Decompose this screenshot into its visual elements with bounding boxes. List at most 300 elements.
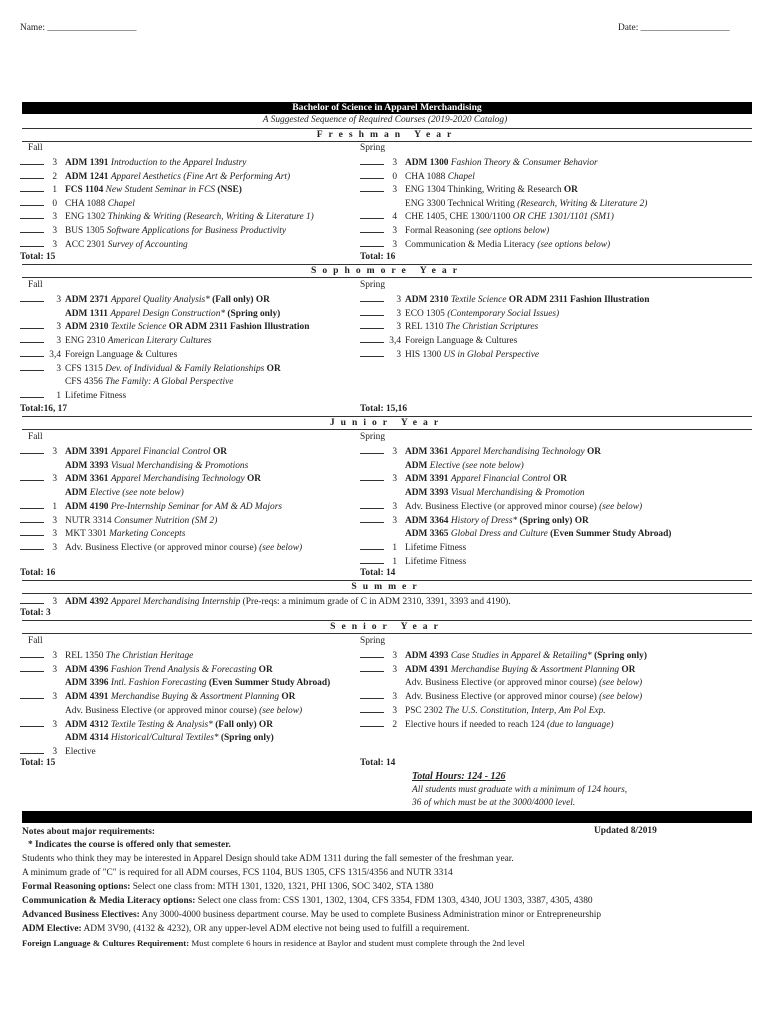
- credit-hours: 3,4: [49, 349, 61, 360]
- credit-hours: 3: [52, 239, 57, 250]
- course-code: ACC 2301: [65, 239, 106, 250]
- credit-blank[interactable]: [20, 210, 44, 219]
- credit-blank[interactable]: [360, 718, 384, 727]
- course-row: [360, 238, 610, 250]
- course-code: ENG 1304 Thinking, Writing & Research: [405, 185, 562, 196]
- credit-hours: 3: [392, 651, 397, 661]
- course-title: History of Dress*: [450, 515, 518, 526]
- course-row: [360, 183, 578, 195]
- program-subtitle: A Suggested Sequence of Required Courses (2019-2020 Catalog): [262, 115, 508, 125]
- name-field[interactable]: Name: ___________________: [20, 23, 137, 33]
- course-row: [360, 514, 589, 526]
- course-row: [360, 293, 649, 305]
- credit-blank[interactable]: [360, 690, 384, 699]
- course-row: [360, 334, 517, 346]
- course-code: ADM 3393: [405, 488, 449, 499]
- freshman-year-header: Freshman Year: [22, 128, 752, 142]
- course-title: Chapel: [107, 198, 135, 209]
- course-row: [20, 293, 270, 305]
- comm-media-note: Communication & Media Literacy options: Select one class from: CSS 1301, 1302, 1304, CFS 3354, FDM 1303, 4340, JOU 1303, 3387, 4305, 4380: [22, 896, 593, 906]
- credit-blank[interactable]: [360, 307, 384, 316]
- course-code: ECO 1305: [405, 308, 445, 319]
- credit-blank[interactable]: [360, 170, 384, 179]
- course-code: ADM 2310: [405, 295, 449, 305]
- course-row: [20, 320, 309, 332]
- credit-blank[interactable]: [360, 500, 384, 509]
- credit-blank[interactable]: [20, 649, 44, 658]
- course-code: CHA 1088: [65, 198, 106, 209]
- course-title: Fashion Trend Analysis & Forecasting: [110, 664, 257, 675]
- credit-blank[interactable]: [360, 183, 384, 192]
- course-row: [20, 238, 188, 250]
- credit-blank[interactable]: [360, 445, 384, 454]
- course-code: ADM 4312: [65, 719, 109, 730]
- course-title: New Student Seminar in FCS: [105, 185, 216, 196]
- course-code: ADM 1241: [65, 171, 109, 182]
- course-note: (Spring only): [594, 651, 647, 661]
- course-code: ADM 4314: [65, 733, 109, 744]
- credit-blank[interactable]: [360, 348, 384, 357]
- course-code: ADM 4396: [65, 664, 109, 675]
- credit-hours: 3: [392, 515, 397, 526]
- course-title: OR CHE 1301/1101 (SM1): [512, 212, 614, 223]
- course-title: The Christian Heritage: [105, 651, 194, 661]
- credit-hours: 3: [392, 158, 397, 168]
- course-row: [360, 320, 538, 332]
- course-title: The Christian Scriptures: [445, 322, 539, 333]
- course-code: ADM 3365: [405, 529, 449, 540]
- credit-blank[interactable]: [360, 224, 384, 233]
- credit-hours: 3: [52, 692, 57, 703]
- course-note: OR: [587, 447, 602, 457]
- credit-hours: 3: [52, 447, 57, 457]
- course-title: Elective (see note below): [429, 460, 524, 471]
- course-code: ADM 3391: [405, 474, 449, 485]
- course-code: ADM: [65, 488, 88, 499]
- course-code: Adv. Business Elective (or approved minor course): [65, 705, 257, 716]
- notes-line-1: Students who think they may be interested in Apparel Design should take ADM 1311 during the fall semester of the freshman year.: [22, 854, 514, 864]
- course-row: [20, 514, 217, 526]
- credit-hours: 3,4: [389, 336, 401, 347]
- sophomore-spring-label: Spring: [360, 280, 386, 290]
- course-code: Lifetime Fitness: [405, 542, 467, 553]
- course-code: REL 1310: [405, 322, 444, 333]
- course-title: Apparel Merchandising Technology: [450, 447, 585, 457]
- course-note: OR ADM 2311 Fashion Illustration: [508, 295, 650, 305]
- course-row: [360, 486, 585, 498]
- course-title: Merchandise Buying & Assortment Planning: [450, 664, 620, 675]
- course-code: Adv. Business Elective (or approved minor course): [405, 692, 597, 703]
- course-code: FCS 1104: [65, 185, 104, 196]
- course-title: The U.S. Constitution, Interp, Am Pol Exp.: [445, 705, 606, 716]
- course-title: Consumer Nutrition (SM 2): [113, 515, 218, 526]
- course-row: [360, 649, 647, 661]
- course-code: ADM 3361: [405, 447, 449, 457]
- course-code: CHA 1088: [405, 171, 446, 182]
- course-title: Textile Science: [450, 295, 507, 305]
- credit-blank[interactable]: [360, 704, 384, 713]
- course-row: [20, 210, 314, 222]
- credit-hours: 3: [52, 651, 57, 661]
- course-row: [20, 541, 302, 553]
- course-row: [360, 676, 642, 688]
- course-title: Global Dress and Culture: [450, 529, 548, 540]
- course-title: (see below): [599, 692, 643, 703]
- course-code: MKT 3301: [65, 529, 107, 540]
- course-title: (see options below): [537, 239, 611, 250]
- senior-spring-label: Spring: [360, 636, 386, 646]
- total-hours-note-1: All students must graduate with a minimum of 124 hours,: [412, 785, 628, 795]
- credit-hours: 3: [56, 295, 61, 305]
- course-row: [360, 541, 466, 553]
- course-code: ADM 3393: [65, 460, 109, 471]
- course-title: Intl. Fashion Forecasting: [110, 678, 207, 689]
- course-row: [360, 704, 606, 716]
- course-row: [360, 472, 567, 484]
- credit-blank[interactable]: [360, 156, 384, 165]
- course-row: [360, 459, 524, 471]
- course-code: Foreign Language & Cultures: [65, 349, 178, 360]
- course-title: Apparel Financial Control: [450, 474, 551, 485]
- course-code: REL 1350: [65, 651, 104, 661]
- credit-blank[interactable]: [20, 472, 44, 481]
- credit-hours: 3: [52, 226, 57, 236]
- course-title: US in Global Perspective: [443, 349, 540, 360]
- course-code: HIS 1300: [405, 349, 442, 360]
- course-title: Dev. of Individual & Family Relationships: [105, 363, 265, 374]
- course-note: (Spring only): [227, 308, 281, 319]
- course-code: Adv. Business Elective (or approved minor course): [65, 542, 257, 553]
- course-title: Merchandise Buying & Assortment Planning: [110, 692, 280, 703]
- course-row: [20, 389, 126, 401]
- credit-hours: 0: [52, 198, 57, 209]
- credit-hours: 3: [52, 542, 57, 553]
- course-title: Apparel Merchandising Technology: [110, 474, 245, 485]
- credit-blank[interactable]: [20, 690, 44, 699]
- course-note: (Fall only) OR: [215, 719, 273, 730]
- credit-hours: 3: [52, 474, 57, 485]
- credit-hours: 3: [392, 239, 397, 250]
- summer-total: Total: 3: [20, 608, 51, 618]
- credit-blank[interactable]: [360, 649, 384, 658]
- credit-blank[interactable]: [360, 541, 384, 550]
- course-row: [360, 224, 549, 236]
- course-row: [20, 500, 282, 512]
- course-row: [20, 224, 286, 236]
- course-title: Apparel Quality Analysis*: [110, 295, 210, 305]
- credit-blank[interactable]: [20, 362, 44, 371]
- course-row: [360, 527, 671, 539]
- course-row: [20, 718, 273, 730]
- credit-hours: 1: [52, 501, 57, 512]
- course-row: [20, 307, 280, 319]
- credit-hours: 3: [52, 746, 57, 757]
- credit-hours: 3: [396, 322, 401, 333]
- credit-hours: 3: [52, 719, 57, 730]
- credit-hours: 3: [52, 529, 57, 540]
- course-title: Chapel: [447, 171, 475, 182]
- course-note: OR ADM 2311 Fashion Illustration: [168, 322, 310, 333]
- course-row: [20, 704, 302, 716]
- course-title: Thinking & Writing (Research, Writing & Literature 1): [107, 212, 314, 223]
- course-row: [20, 649, 193, 661]
- credit-blank[interactable]: [360, 320, 384, 329]
- credit-blank[interactable]: [20, 197, 44, 206]
- course-code: Foreign Language & Cultures: [405, 336, 518, 347]
- credit-blank[interactable]: [20, 500, 44, 509]
- senior-fall-total: Total: 15: [20, 758, 56, 768]
- course-title: (see below): [259, 705, 303, 716]
- course-row: [20, 472, 261, 484]
- course-note: OR: [213, 447, 228, 457]
- course-note: OR: [281, 692, 296, 703]
- credit-hours: 2: [392, 719, 397, 730]
- course-row: [360, 170, 475, 182]
- course-title: Apparel Design Construction*: [110, 308, 226, 319]
- course-title: (see options below): [476, 226, 550, 236]
- notes-star: * Indicates the course is offered only that semester.: [28, 840, 231, 850]
- course-note: OR: [247, 474, 262, 485]
- course-row: [20, 334, 212, 346]
- course-note: OR: [621, 664, 636, 675]
- credit-blank[interactable]: [20, 445, 44, 454]
- course-note: (Even Summer Study Abroad): [550, 529, 672, 540]
- course-row: [20, 459, 248, 471]
- course-title: Textile Testing & Analysis*: [110, 719, 213, 730]
- freshman-spring-label: Spring: [360, 143, 386, 153]
- course-title: Survey of Accounting: [107, 239, 188, 250]
- course-row: [20, 362, 281, 374]
- course-code: ADM 3391: [65, 447, 109, 457]
- course-title: Textile Science: [110, 322, 167, 333]
- credit-blank[interactable]: [20, 293, 44, 302]
- credit-blank[interactable]: [20, 334, 44, 343]
- credit-hours: 0: [392, 171, 397, 182]
- program-title: Bachelor of Science in Apparel Merchandising: [22, 102, 752, 114]
- adm-elective-note: ADM Elective: ADM 3V90, (4132 & 4232), OR any upper-level ADM elective not being used to fulfill a requirement.: [22, 924, 470, 934]
- course-row: [20, 348, 177, 360]
- course-note: (Fall only) OR: [212, 295, 270, 305]
- credit-hours: 3: [392, 447, 397, 457]
- course-title: Pre-Internship Seminar for AM & AD Majors: [110, 501, 282, 512]
- sophomore-spring-total: Total: 15,16: [360, 404, 408, 414]
- credit-blank[interactable]: [360, 514, 384, 523]
- course-row: [360, 348, 539, 360]
- credit-blank[interactable]: [20, 156, 44, 165]
- credit-blank[interactable]: [360, 472, 384, 481]
- credit-blank[interactable]: [20, 183, 44, 192]
- course-code: CFS 1315: [65, 363, 103, 374]
- course-code: ADM 2310: [65, 322, 109, 333]
- credit-blank[interactable]: [20, 745, 44, 754]
- course-code: ADM 1300: [405, 158, 449, 168]
- course-code: BUS 1305: [65, 226, 105, 236]
- course-code: Lifetime Fitness: [65, 390, 127, 401]
- course-title: Fashion Theory & Consumer Behavior: [450, 158, 598, 168]
- credit-hours: 3: [52, 515, 57, 526]
- course-row: [360, 555, 466, 567]
- course-code: ADM 2371: [65, 295, 109, 305]
- credit-blank[interactable]: [360, 293, 384, 302]
- course-note: (Spring only): [220, 733, 274, 744]
- foreign-language-note: Foreign Language & Cultures Requirement: Must complete 6 hours in residence at Baylor and student must complete through the 2nd level: [22, 938, 525, 948]
- notes-line-2: A minimum grade of "C" is required for all ADM courses, FCS 1104, BUS 1305, CFS 1315/4356 and NUTR 3314: [22, 868, 453, 878]
- course-row: [20, 486, 184, 498]
- course-code: ADM 1391: [65, 158, 109, 168]
- credit-hours: 3: [392, 226, 397, 236]
- course-code: ENG 1302: [65, 212, 106, 223]
- credit-hours: 3: [56, 336, 61, 347]
- course-code: ADM: [405, 460, 428, 471]
- course-row: [360, 197, 647, 209]
- divider-bar: [22, 811, 752, 823]
- sophomore-fall-total: Total:16, 17: [20, 404, 68, 414]
- freshman-fall-total: Total: 15: [20, 252, 56, 262]
- junior-spring-total: Total: 14: [360, 568, 396, 578]
- course-row: [360, 500, 642, 512]
- course-title: American Literary Cultures: [107, 336, 212, 347]
- course-code: Adv. Business Elective (or approved minor course): [405, 678, 597, 689]
- course-code: Communication & Media Literacy: [405, 239, 535, 250]
- course-row: [20, 170, 290, 182]
- credit-blank[interactable]: [20, 170, 44, 179]
- course-title: (see below): [599, 501, 643, 512]
- junior-year-header: Junior Year: [22, 416, 752, 430]
- course-title: OR: [563, 185, 578, 196]
- course-row: [360, 210, 614, 222]
- junior-fall-total: Total: 16: [20, 568, 56, 578]
- course-code: Elective hours if needed to reach 124: [405, 719, 545, 730]
- credit-hours: 3: [56, 322, 61, 333]
- course-row: [360, 307, 559, 319]
- credit-hours: 2: [52, 171, 57, 182]
- course-title: Apparel Aesthetics (Fine Art & Performing Art): [110, 171, 291, 182]
- course-title: (due to language): [546, 719, 614, 730]
- credit-hours: 1: [392, 556, 397, 567]
- course-row: [360, 445, 601, 457]
- credit-hours: 3: [392, 474, 397, 485]
- course-code: ADM 4393: [405, 651, 449, 661]
- formal-reasoning-note: Formal Reasoning options: Select one class from: MTH 1301, 1320, 1321, PHI 1306, SOC 3402, STA 1380: [22, 882, 434, 892]
- credit-hours: 3: [396, 349, 401, 360]
- adv-business-note: Advanced Business Electives: Any 3000-4000 business department course. May be used to complete Business Administration minor or Entrepreneurship: [22, 910, 602, 920]
- total-hours-note-2: 36 of which must be at the 3000/4000 level.: [412, 798, 576, 808]
- senior-fall-label: Fall: [28, 636, 43, 646]
- credit-blank[interactable]: [360, 663, 384, 672]
- course-code: Lifetime Fitness: [405, 556, 467, 567]
- course-title: Visual Merchandising & Promotion: [450, 488, 585, 499]
- credit-blank[interactable]: [20, 224, 44, 233]
- course-code: ADM 4391: [405, 664, 449, 675]
- course-code: ADM 3396: [65, 678, 109, 689]
- credit-hours: 3: [392, 705, 397, 716]
- credit-blank[interactable]: [20, 348, 44, 357]
- credit-blank[interactable]: [360, 555, 384, 564]
- course-row: [360, 690, 642, 702]
- course-title: Elective (see note below): [89, 488, 184, 499]
- sophomore-fall-label: Fall: [28, 280, 43, 290]
- junior-spring-label: Spring: [360, 432, 386, 442]
- credit-blank[interactable]: [20, 718, 44, 727]
- credit-hours: 3: [56, 363, 61, 374]
- course-title: The Family: A Global Perspective: [105, 377, 234, 388]
- course-code: Elective: [65, 746, 96, 757]
- course-code: ADM 1311: [65, 308, 108, 319]
- course-row: [20, 731, 274, 743]
- course-title: Visual Merchandising & Promotions: [110, 460, 249, 471]
- credit-blank[interactable]: [20, 320, 44, 329]
- course-code: NUTR 3314: [65, 515, 112, 526]
- credit-blank[interactable]: [20, 663, 44, 672]
- credit-hours: 3: [396, 308, 401, 319]
- course-row: [20, 445, 227, 457]
- credit-hours: 3: [392, 501, 397, 512]
- course-title: (Research, Writing & Literature 2): [517, 198, 648, 209]
- credit-hours: 4: [392, 212, 397, 223]
- course-code: ADM 4190: [65, 501, 109, 512]
- course-code: ADM 4391: [65, 692, 109, 703]
- credit-blank[interactable]: [20, 527, 44, 536]
- summer-course: 3 ADM 4392 Apparel Merchandising Internship (Pre-reqs: a minimum grade of C in ADM 2310, 3391, 3393 and 4190).: [20, 595, 511, 607]
- course-code: CFS 4356: [65, 377, 103, 388]
- course-note: OR: [553, 474, 568, 485]
- course-code: CHE 1405, CHE 1300/1100: [405, 212, 511, 223]
- credit-hours: 3: [392, 664, 397, 675]
- credit-blank[interactable]: [20, 238, 44, 247]
- credit-blank[interactable]: [20, 595, 44, 604]
- course-row: [20, 183, 242, 195]
- course-title: Software Applications for Business Productivity: [106, 226, 287, 236]
- sophomore-year-header: Sophomore Year: [22, 264, 752, 278]
- course-code: ENG 3300 Technical Writing: [405, 198, 515, 209]
- freshman-spring-total: Total: 16: [360, 252, 396, 262]
- course-row: [360, 718, 614, 730]
- course-row: [20, 156, 246, 168]
- credit-hours: 3: [52, 664, 57, 675]
- course-code: Formal Reasoning: [405, 226, 475, 236]
- credit-hours: 1: [392, 542, 397, 553]
- course-row: [20, 745, 96, 757]
- course-note: (Even Summer Study Abroad): [208, 678, 331, 689]
- course-title: Case Studies in Apparel & Retailing*: [450, 651, 592, 661]
- course-title: Introduction to the Apparel Industry: [110, 158, 247, 168]
- credit-hours: 3: [392, 185, 397, 196]
- course-title: Apparel Financial Control: [110, 447, 211, 457]
- course-row: [20, 676, 330, 688]
- credit-hours: 1: [52, 185, 57, 196]
- course-note: (NSE): [217, 185, 242, 196]
- credit-hours: 3: [52, 158, 57, 168]
- course-code: ADM 3361: [65, 474, 109, 485]
- date-field[interactable]: Date: ___________________: [618, 23, 730, 33]
- credit-blank[interactable]: [360, 334, 384, 343]
- course-row: [20, 375, 233, 387]
- course-row: [360, 156, 598, 168]
- credit-blank[interactable]: [360, 210, 384, 219]
- credit-blank[interactable]: [20, 514, 44, 523]
- updated-date: Updated 8/2019: [594, 826, 657, 836]
- course-title: Historical/Cultural Textiles*: [110, 733, 219, 744]
- course-row: [20, 690, 295, 702]
- credit-blank[interactable]: [360, 238, 384, 247]
- notes-heading: Notes about major requirements:: [22, 827, 156, 837]
- credit-blank[interactable]: [20, 389, 44, 398]
- credit-blank[interactable]: [20, 541, 44, 550]
- course-code: Adv. Business Elective (or approved minor course): [405, 501, 597, 512]
- credit-hours: 1: [56, 390, 61, 401]
- course-note: OR: [266, 363, 281, 374]
- course-note: (Spring only) OR: [519, 515, 589, 526]
